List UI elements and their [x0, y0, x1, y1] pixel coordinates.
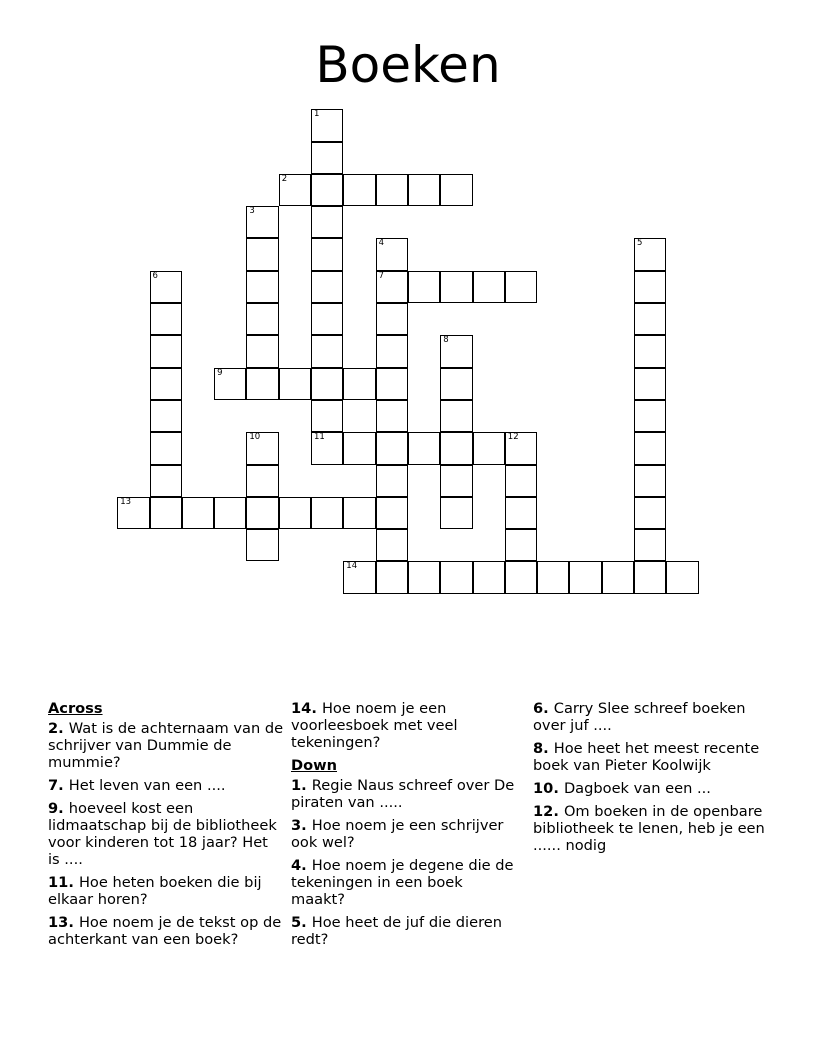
grid-cell[interactable] [569, 561, 601, 593]
grid-cell[interactable] [311, 109, 343, 141]
grid-cell[interactable] [505, 529, 537, 561]
clue-number: 13 [120, 496, 132, 507]
grid-cell[interactable] [408, 174, 440, 206]
grid-cell[interactable] [505, 432, 537, 464]
grid-cell[interactable] [311, 142, 343, 174]
grid-cell[interactable] [311, 238, 343, 270]
grid-cell[interactable] [634, 497, 666, 529]
grid-cell[interactable] [246, 271, 278, 303]
grid-cell[interactable] [440, 561, 472, 593]
grid-cell[interactable] [343, 497, 375, 529]
grid-cell[interactable] [602, 561, 634, 593]
clues-column-3 [533, 700, 773, 860]
grid-cell[interactable] [150, 335, 182, 367]
grid-cell[interactable] [150, 368, 182, 400]
clue-number: 11 [314, 432, 325, 443]
down-heading: Down [291, 757, 338, 774]
grid-cell[interactable] [634, 432, 666, 464]
grid-cell[interactable] [473, 561, 505, 593]
grid-cell[interactable] [246, 465, 278, 497]
clue-number: 8 [443, 335, 449, 346]
grid-cell[interactable] [311, 368, 343, 400]
grid-cell[interactable] [376, 335, 408, 367]
grid-cell[interactable] [376, 400, 408, 432]
grid-cell[interactable] [473, 271, 505, 303]
grid-cell[interactable] [376, 561, 408, 593]
grid-cell[interactable] [376, 529, 408, 561]
grid-cell[interactable] [440, 368, 472, 400]
clue-across-11: 11. Hoe heten boeken die bij elkaar horen? [48, 874, 262, 908]
grid-cell[interactable] [246, 432, 278, 464]
grid-cell[interactable] [634, 561, 666, 593]
grid-cell[interactable] [440, 432, 472, 464]
clue-number: 7 [378, 270, 385, 281]
grid-cell[interactable] [440, 271, 472, 303]
grid-cell[interactable] [376, 465, 408, 497]
grid-cell[interactable] [150, 303, 182, 335]
clue-down-3: 3. Hoe noem je een schrijver ook wel? [291, 817, 504, 851]
grid-cell[interactable] [246, 529, 278, 561]
grid-cell[interactable] [440, 335, 472, 367]
clue-number: 9 [217, 367, 223, 378]
grid-cell[interactable] [311, 271, 343, 303]
clue-down-6: 6. Carry Slee schreef boeken over juf .... [533, 700, 746, 734]
grid-cell[interactable] [150, 271, 182, 303]
grid-cell[interactable] [311, 497, 343, 529]
grid-cell[interactable] [376, 303, 408, 335]
grid-cell[interactable] [311, 303, 343, 335]
clue-number: 10 [249, 432, 261, 443]
grid-cell[interactable] [214, 497, 246, 529]
grid-cell[interactable] [376, 238, 408, 270]
grid-cell[interactable] [634, 238, 666, 270]
grid-cell[interactable] [505, 271, 537, 303]
grid-cell[interactable] [376, 368, 408, 400]
clue-down-4: 4. Hoe noem je degene die de tekeningen in een boek maakt? [291, 857, 514, 908]
grid-cell[interactable] [117, 497, 149, 529]
grid-cell[interactable] [634, 368, 666, 400]
grid-cell[interactable] [150, 497, 182, 529]
clue-number: 6 [152, 270, 158, 281]
grid-cell[interactable] [505, 465, 537, 497]
grid-cell[interactable] [408, 271, 440, 303]
clue-down-10: 10. Dagboek van een ... [533, 780, 711, 797]
clues-column-2 [291, 700, 521, 954]
clue-across-13: 13. Hoe noem je de tekst op de achterkant van een boek? [48, 914, 282, 948]
grid-cell[interactable] [311, 335, 343, 367]
grid-cell[interactable] [440, 465, 472, 497]
clue-number: 3 [249, 206, 255, 217]
grid-cell[interactable] [634, 271, 666, 303]
clue-down-8: 8. Hoe heet het meest recente boek van Pieter Koolwijk [533, 740, 760, 774]
grid-cell[interactable] [279, 174, 311, 206]
clue-down-12: 12. Om boeken in de openbare bibliotheek te lenen, heb je een ...... nodig [533, 803, 765, 854]
grid-cell[interactable] [634, 335, 666, 367]
grid-cell[interactable] [311, 432, 343, 464]
grid-cell[interactable] [473, 432, 505, 464]
grid-cell[interactable] [150, 465, 182, 497]
grid-cell[interactable] [246, 238, 278, 270]
grid-cell[interactable] [279, 368, 311, 400]
grid-cell[interactable] [408, 432, 440, 464]
grid-cell[interactable] [376, 432, 408, 464]
grid-cell[interactable] [376, 497, 408, 529]
clue-across-14: 14. Hoe noem je een voorleesboek met veel tekeningen? [291, 700, 458, 751]
grid-cell[interactable] [634, 529, 666, 561]
clue-number: 4 [378, 238, 385, 249]
clue-across-9: 9. hoeveel kost een lidmaatschap bij de bibliotheek voor kinderen tot 18 jaar? Het is .... [48, 800, 277, 868]
grid-cell[interactable] [634, 303, 666, 335]
clues-column-1 [48, 700, 284, 954]
grid-cell[interactable] [408, 561, 440, 593]
grid-cell[interactable] [343, 432, 375, 464]
grid-cell[interactable] [666, 561, 698, 593]
grid-cell[interactable] [343, 174, 375, 206]
grid-cell[interactable] [343, 561, 375, 593]
grid-cell[interactable] [246, 497, 278, 529]
grid-cell[interactable] [311, 174, 343, 206]
grid-cell[interactable] [214, 368, 246, 400]
grid-cell[interactable] [343, 368, 375, 400]
grid-cell[interactable] [246, 368, 278, 400]
clue-down-5: 5. Hoe heet de juf die dieren redt? [291, 914, 502, 948]
across-heading: Across [48, 700, 103, 717]
grid-cell[interactable] [440, 497, 472, 529]
grid-cell[interactable] [537, 561, 569, 593]
grid-cell[interactable] [150, 432, 182, 464]
grid-cell[interactable] [440, 174, 472, 206]
grid-cell[interactable] [311, 400, 343, 432]
grid-cell[interactable] [150, 400, 182, 432]
clue-number: 5 [637, 238, 643, 249]
clue-number: 12 [507, 432, 519, 443]
clue-number: 14 [346, 561, 358, 572]
clue-down-1: 1. Regie Naus schreef over De piraten van ..... [291, 777, 515, 811]
grid-cell[interactable] [634, 400, 666, 432]
clue-number: 1 [314, 109, 320, 120]
grid-cell[interactable] [634, 465, 666, 497]
grid-cell[interactable] [182, 497, 214, 529]
grid-cell[interactable] [505, 561, 537, 593]
grid-cell[interactable] [440, 400, 472, 432]
clue-across-2: 2. Wat is de achternaam van de schrijver van Dummie de mummie? [48, 720, 284, 771]
clue-across-7: 7. Het leven van een .... [48, 777, 226, 794]
grid-cell[interactable] [246, 335, 278, 367]
grid-cell[interactable] [505, 497, 537, 529]
grid-cell[interactable] [311, 206, 343, 238]
grid-cell[interactable] [246, 206, 278, 238]
grid-cell[interactable] [279, 497, 311, 529]
grid-cell[interactable] [376, 174, 408, 206]
clue-number: 2 [281, 173, 288, 184]
grid-cell[interactable] [376, 271, 408, 303]
grid-cell[interactable] [246, 303, 278, 335]
puzzle-title: Boeken [315, 36, 501, 94]
